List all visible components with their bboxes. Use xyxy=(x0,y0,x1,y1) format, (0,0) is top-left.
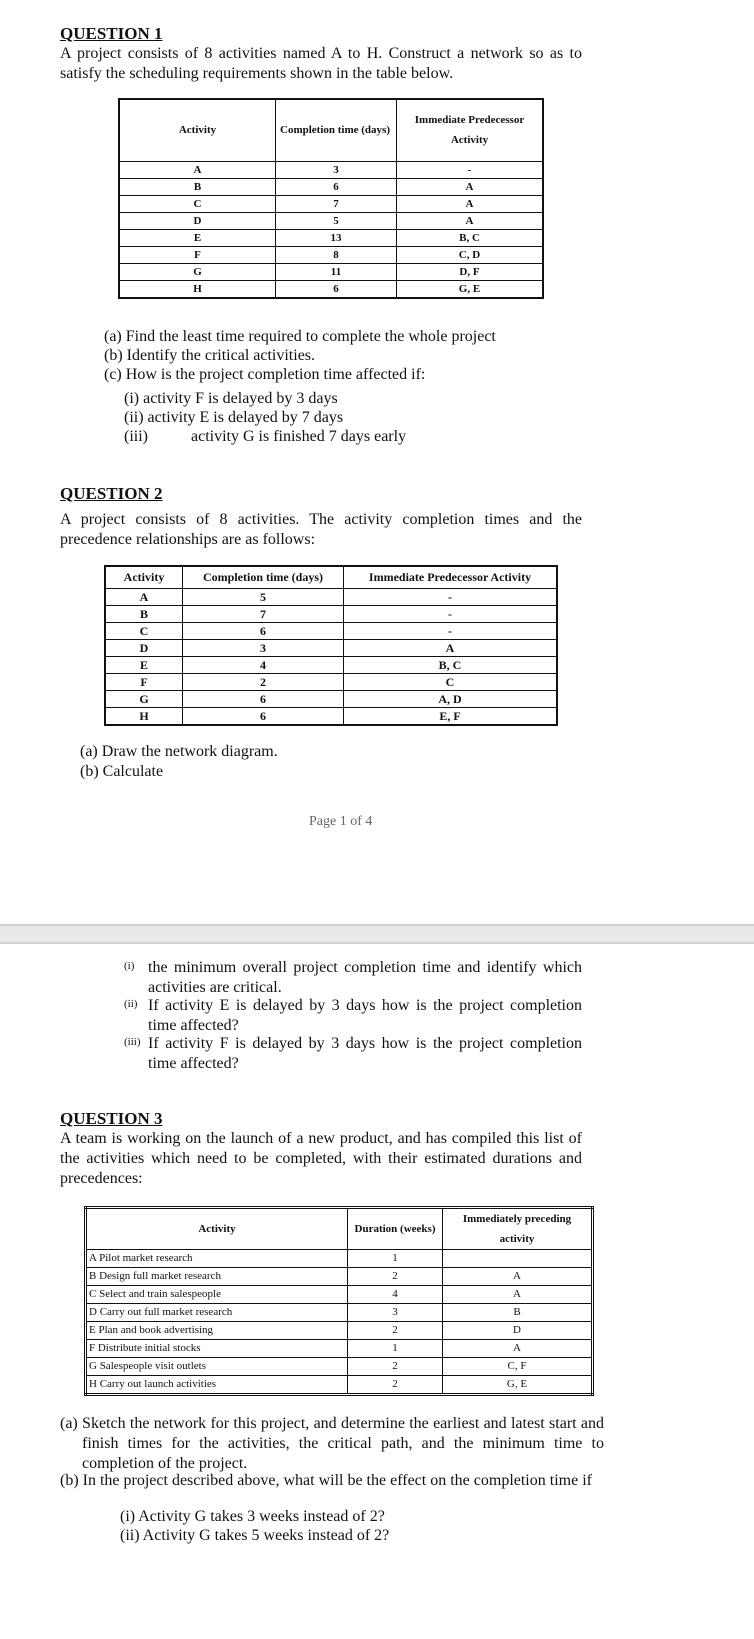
q2-cell: B, C xyxy=(344,656,558,673)
q2-cell: D xyxy=(105,639,183,656)
q2-cell: 6 xyxy=(183,690,344,707)
q1-qb: (b) Identify the critical activities. xyxy=(104,347,316,364)
q2-cell: E xyxy=(105,656,183,673)
q3-cell: E Plan and book advertising xyxy=(86,1322,348,1340)
q2-cell: H xyxy=(105,707,183,725)
q2-cell: 6 xyxy=(183,622,344,639)
q3-title: QUESTION 3 xyxy=(60,1109,163,1128)
q3-row xyxy=(86,1322,593,1340)
q1-row xyxy=(119,280,543,298)
q3-cell: D Carry out full market research xyxy=(86,1304,348,1322)
q3-row xyxy=(86,1250,593,1268)
q3-row xyxy=(86,1340,593,1358)
q2-header-completion: Completion time (days) xyxy=(183,566,344,588)
q3-cell: 1 xyxy=(348,1250,443,1268)
q3-cell: D xyxy=(443,1322,593,1340)
q2-qbiii-num: (iii) xyxy=(124,1036,141,1048)
q1-cell: 5 xyxy=(276,212,397,229)
q3-cell: B xyxy=(443,1304,593,1322)
q2-row xyxy=(105,707,557,725)
q3-row xyxy=(86,1304,593,1322)
q2-cell: 7 xyxy=(183,605,344,622)
q3-header-preceding: Immediately preceding activity xyxy=(443,1208,593,1250)
q1-intro: A project consists of 8 activities named A to H. Construct a network so as to satisfy the scheduling requirements shown in the table below. xyxy=(60,45,582,82)
q3-cell: 2 xyxy=(348,1322,443,1340)
q3-cell: 4 xyxy=(348,1286,443,1304)
q2-qa: (a) Draw the network diagram. xyxy=(80,743,278,760)
q2-row xyxy=(105,673,557,690)
q1-row xyxy=(119,212,543,229)
q2-cell: 6 xyxy=(183,707,344,725)
q1-cell: - xyxy=(397,161,544,178)
q1-row xyxy=(119,195,543,212)
q1-cell: A xyxy=(119,161,276,178)
q2-cell: F xyxy=(105,673,183,690)
q1-cell: G xyxy=(119,263,276,280)
q3-cell xyxy=(443,1250,593,1268)
q3-header-activity: Activity xyxy=(86,1208,348,1250)
q2-cell: 2 xyxy=(183,673,344,690)
q1-cell: 3 xyxy=(276,161,397,178)
q3-cell: 2 xyxy=(348,1376,443,1395)
page-2 xyxy=(0,942,754,1639)
q3-row xyxy=(86,1358,593,1376)
q1-row xyxy=(119,161,543,178)
q2-qbii-num: (ii) xyxy=(124,998,138,1010)
q1-qciii-text: activity G is finished 7 days early xyxy=(191,428,407,445)
q3-intro: A team is working on the launch of a new product, and has compiled this list of the activities which need to be completed, with their estimated durations and precedences: xyxy=(60,1130,582,1187)
q2-cell: 4 xyxy=(183,656,344,673)
q1-cell: D, F xyxy=(397,263,544,280)
q3-cell: 2 xyxy=(348,1358,443,1376)
q1-cell: G, E xyxy=(397,280,544,298)
q2-cell: 5 xyxy=(183,588,344,605)
q1-qa: (a) Find the least time required to complete the whole project xyxy=(104,328,496,345)
q3-row xyxy=(86,1268,593,1286)
q3-qbi: (i) Activity G takes 3 weeks instead of 2? xyxy=(120,1508,385,1525)
q1-table xyxy=(118,98,544,299)
q2-cell: G xyxy=(105,690,183,707)
q2-qb: (b) Calculate xyxy=(80,763,164,780)
q1-row xyxy=(119,263,543,280)
q2-title: QUESTION 2 xyxy=(60,484,163,503)
q1-cell: 6 xyxy=(276,280,397,298)
q2-cell: A xyxy=(344,639,558,656)
q1-qc: (c) How is the project completion time affected if: xyxy=(104,366,426,383)
q3-cell: 2 xyxy=(348,1268,443,1286)
q3-table xyxy=(84,1206,594,1396)
q1-qciii-num: (iii) xyxy=(124,428,148,445)
q2-cell: B xyxy=(105,605,183,622)
q2-cell: 3 xyxy=(183,639,344,656)
q2-cell: C xyxy=(105,622,183,639)
q1-cell: A xyxy=(397,195,544,212)
q1-header-predecessor: Immediate Predecessor Activity xyxy=(397,99,544,161)
q3-cell: G Salespeople visit outlets xyxy=(86,1358,348,1376)
q1-cell: C, D xyxy=(397,246,544,263)
q3-row xyxy=(86,1286,593,1304)
q2-intro: A project consists of 8 activities. The activity completion times and the precedence relationships are as follows: xyxy=(60,511,582,548)
q1-cell: A xyxy=(397,212,544,229)
q1-cell: 13 xyxy=(276,229,397,246)
q3-cell: F Distribute initial stocks xyxy=(86,1340,348,1358)
q3-qb: (b) In the project described above, what will be the effect on the completion time if xyxy=(60,1472,592,1489)
q2-qbii: If activity E is delayed by 3 days how is the project completion time affected? xyxy=(148,997,582,1034)
q3-qa: (a) Sketch the network for this project, and determine the earliest and latest start and finish times for the activities, the critical path, and the minimum time to completion of the project. xyxy=(60,1415,604,1472)
q3-row xyxy=(86,1376,593,1395)
q3-header-duration: Duration (weeks) xyxy=(348,1208,443,1250)
q2-row xyxy=(105,588,557,605)
q3-cell: A xyxy=(443,1268,593,1286)
q2-cell: A, D xyxy=(344,690,558,707)
q2-header-activity: Activity xyxy=(105,566,183,588)
q2-row xyxy=(105,639,557,656)
q1-row xyxy=(119,246,543,263)
q2-cell: - xyxy=(344,605,558,622)
q1-cell: 7 xyxy=(276,195,397,212)
q1-qci: (i) activity F is delayed by 3 days xyxy=(124,390,338,407)
page-number: Page 1 of 4 xyxy=(309,814,373,829)
q1-cell: 6 xyxy=(276,178,397,195)
q1-cell: E xyxy=(119,229,276,246)
q1-cell: B xyxy=(119,178,276,195)
q2-cell: A xyxy=(105,588,183,605)
q2-table xyxy=(104,565,558,726)
q3-qbii: (ii) Activity G takes 5 weeks instead of 2? xyxy=(120,1527,390,1544)
q3-cell: B Design full market research xyxy=(86,1268,348,1286)
q2-cell: - xyxy=(344,588,558,605)
q2-cell: C xyxy=(344,673,558,690)
q2-header-predecessor: Immediate Predecessor Activity xyxy=(344,566,558,588)
q3-cell: 3 xyxy=(348,1304,443,1322)
q2-row xyxy=(105,605,557,622)
q3-cell: A xyxy=(443,1286,593,1304)
q2-qbi-num: (i) xyxy=(124,960,135,972)
q1-row xyxy=(119,229,543,246)
q2-cell: - xyxy=(344,622,558,639)
q1-cell: B, C xyxy=(397,229,544,246)
q3-cell: 1 xyxy=(348,1340,443,1358)
q1-cell: C xyxy=(119,195,276,212)
q2-row xyxy=(105,656,557,673)
q1-cell: 8 xyxy=(276,246,397,263)
q1-cell: H xyxy=(119,280,276,298)
q1-header-completion: Completion time (days) xyxy=(276,99,397,161)
q1-cell: 11 xyxy=(276,263,397,280)
q2-cell: E, F xyxy=(344,707,558,725)
q2-qbi: the minimum overall project completion time and identify which activities are critical. xyxy=(148,959,582,996)
q3-cell: A xyxy=(443,1340,593,1358)
q3-cell: C, F xyxy=(443,1358,593,1376)
q1-title: QUESTION 1 xyxy=(60,24,163,43)
q3-cell: A Pilot market research xyxy=(86,1250,348,1268)
q3-cell: H Carry out launch activities xyxy=(86,1376,348,1395)
q2-qbiii: If activity F is delayed by 3 days how is the project completion time affected? xyxy=(148,1035,582,1072)
q1-cell: F xyxy=(119,246,276,263)
q1-cell: A xyxy=(397,178,544,195)
q1-row xyxy=(119,178,543,195)
q1-header-activity: Activity xyxy=(119,99,276,161)
q3-cell: G, E xyxy=(443,1376,593,1395)
q1-cell: D xyxy=(119,212,276,229)
q2-row xyxy=(105,622,557,639)
q2-row xyxy=(105,690,557,707)
q1-qcii: (ii) activity E is delayed by 7 days xyxy=(124,409,344,426)
q3-cell: C Select and train salespeople xyxy=(86,1286,348,1304)
